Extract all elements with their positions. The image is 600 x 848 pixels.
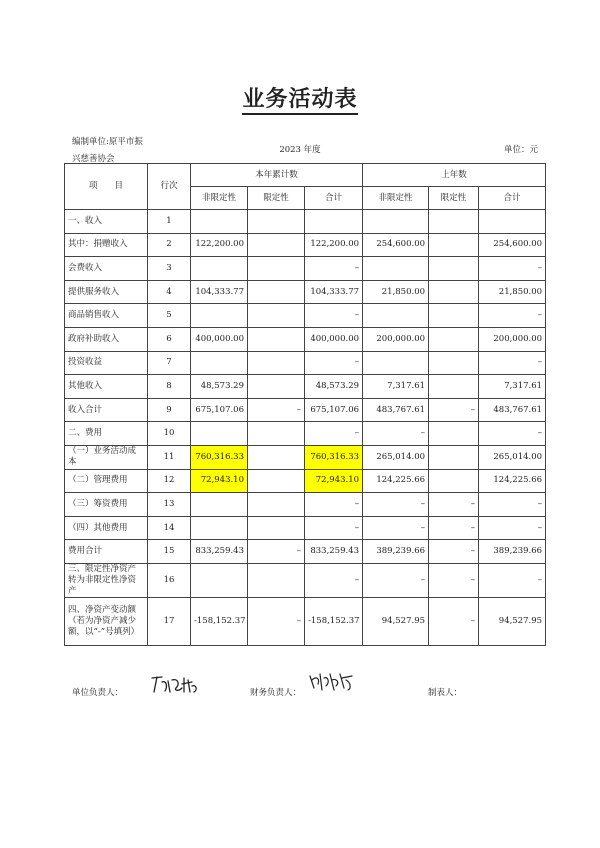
row-item-label: 政府补助收入 [65,327,148,351]
table-row [65,351,546,375]
prior-unrestricted-cell: – [363,422,429,446]
row-item-label: 其他收入 [65,375,148,399]
prior-total-cell: 254,600.00 [479,233,546,257]
prior-unrestricted-cell: 21,850.00 [363,280,429,304]
row-line-number: 10 [148,422,191,446]
finance-head-label: 财务负责人： [250,688,302,698]
current-restricted-cell [248,327,305,351]
report-title: 业务活动表 [0,82,600,113]
header-prior-total: 合计 [479,187,546,210]
table-row [65,469,546,493]
row-line-number: 4 [148,280,191,304]
prior-restricted-cell [429,327,479,351]
prior-restricted-cell [429,280,479,304]
table-row [65,304,546,328]
row-item-label: 提供服务收入 [65,280,148,304]
row-line-number: 17 [148,597,191,645]
row-item-label: 四、净资产变动额（若为净资产减少额，以“-”号填列） [65,597,148,645]
current-restricted-cell [248,375,305,399]
prior-unrestricted-cell: 389,239.66 [363,540,429,564]
prior-total-cell: – [479,351,546,375]
prior-unrestricted-cell: 7,317.61 [363,375,429,399]
header-current-unrestricted: 非限定性 [191,187,248,210]
current-restricted-cell [248,304,305,328]
header-current-year: 本年累计数 [191,164,363,187]
table-row [65,493,546,517]
header-prior-unrestricted: 非限定性 [363,187,429,210]
prior-unrestricted-cell: – [363,516,429,540]
prior-total-cell: – [479,422,546,446]
current-unrestricted-cell: 400,000.00 [191,327,248,351]
prior-restricted-cell [429,445,479,469]
prior-total-cell: 200,000.00 [479,327,546,351]
current-total-cell: – [305,493,363,517]
row-item-label: 商品销售收入 [65,304,148,328]
current-restricted-cell: – [248,540,305,564]
row-item-label: （四）其他费用 [65,516,148,540]
row-item-label: 二、费用 [65,422,148,446]
prior-total-cell: 94,527.95 [479,597,546,645]
prior-unrestricted-cell [363,351,429,375]
current-unrestricted-cell [191,516,248,540]
prior-unrestricted-cell: 265,014.00 [363,445,429,469]
current-unrestricted-cell: 833,259.43 [191,540,248,564]
current-unrestricted-cell [191,257,248,281]
current-total-cell: -158,152.37 [305,597,363,645]
header-prior-restricted: 限定性 [429,187,479,210]
prior-restricted-cell [429,210,479,234]
current-total-cell: 104,333.77 [305,280,363,304]
prior-restricted-cell [429,469,479,493]
current-unrestricted-cell: 122,200.00 [191,233,248,257]
prior-total-cell: 483,767.61 [479,398,546,422]
prior-restricted-cell: – [429,597,479,645]
current-total-cell: – [305,563,363,597]
prior-unrestricted-cell [363,257,429,281]
table-row [65,516,546,540]
table-row [65,445,546,469]
current-restricted-cell: – [248,597,305,645]
prior-total-cell: – [479,493,546,517]
prior-unrestricted-cell: 483,767.61 [363,398,429,422]
current-unrestricted-cell [191,563,248,597]
current-total-cell: 760,316.33 [305,445,363,469]
row-line-number: 6 [148,327,191,351]
current-total-cell [305,210,363,234]
current-restricted-cell [248,351,305,375]
table-row [65,597,546,645]
current-unrestricted-cell: 675,107.06 [191,398,248,422]
prior-unrestricted-cell [363,304,429,328]
prior-unrestricted-cell: 124,225.66 [363,469,429,493]
row-item-label: （一）业务活动成本 [65,445,148,469]
current-restricted-cell: – [248,398,305,422]
prior-unrestricted-cell: 254,600.00 [363,233,429,257]
prior-restricted-cell [429,233,479,257]
current-restricted-cell [248,516,305,540]
prior-total-cell [479,210,546,234]
prior-unrestricted-cell: – [363,563,429,597]
row-line-number: 15 [148,540,191,564]
prior-total-cell: 389,239.66 [479,540,546,564]
header-current-restricted: 限定性 [248,187,305,210]
current-total-cell: 400,000.00 [305,327,363,351]
current-restricted-cell [248,493,305,517]
current-restricted-cell [248,257,305,281]
current-restricted-cell [248,280,305,304]
table-row [65,398,546,422]
compiling-unit: 编制单位:原平市振 [72,137,143,147]
current-unrestricted-cell: 72,943.10 [191,469,248,493]
current-total-cell: 48,573.29 [305,375,363,399]
current-unrestricted-cell: 760,316.33 [191,445,248,469]
current-total-cell: 833,259.43 [305,540,363,564]
current-restricted-cell [248,210,305,234]
prior-total-cell: 124,225.66 [479,469,546,493]
table-row [65,280,546,304]
current-restricted-cell [248,469,305,493]
prior-restricted-cell [429,375,479,399]
table-row [65,540,546,564]
row-line-number: 7 [148,351,191,375]
table-row [65,257,546,281]
current-total-cell: 72,943.10 [305,469,363,493]
current-total-cell: – [305,422,363,446]
header-current-total: 合计 [305,187,363,210]
row-line-number: 9 [148,398,191,422]
row-line-number: 12 [148,469,191,493]
current-unrestricted-cell [191,351,248,375]
unit-head-signature [148,672,204,698]
prior-total-cell: 7,317.61 [479,375,546,399]
current-restricted-cell [248,233,305,257]
prior-restricted-cell: – [429,516,479,540]
current-unrestricted-cell [191,210,248,234]
row-line-number: 13 [148,493,191,517]
header-row-1 [65,164,546,187]
current-unrestricted-cell [191,422,248,446]
prior-total-cell: – [479,304,546,328]
prior-restricted-cell [429,304,479,328]
row-line-number: 16 [148,563,191,597]
current-total-cell: 122,200.00 [305,233,363,257]
current-total-cell: – [305,351,363,375]
finance-head-signature [306,668,358,696]
row-item-label: 三、限定性净资产转为非限定性净资产 [65,563,148,597]
prior-total-cell: – [479,516,546,540]
current-unrestricted-cell [191,304,248,328]
table-row [65,233,546,257]
currency-unit: 单位：元 [503,145,538,155]
header-item: 项 目 [65,164,148,210]
prior-total-cell: – [479,563,546,597]
prior-unrestricted-cell: 200,000.00 [363,327,429,351]
current-total-cell: – [305,304,363,328]
current-restricted-cell [248,445,305,469]
header-line: 行次 [148,164,191,210]
row-line-number: 8 [148,375,191,399]
prior-restricted-cell [429,351,479,375]
table-row [65,422,546,446]
table-row [65,210,546,234]
prior-total-cell: – [479,257,546,281]
prior-restricted-cell [429,422,479,446]
table-row [65,563,546,597]
table-row [65,327,546,351]
prior-total-cell: 21,850.00 [479,280,546,304]
header-prior-year: 上年数 [363,164,546,187]
row-line-number: 1 [148,210,191,234]
row-line-number: 2 [148,233,191,257]
row-item-label: 一、收入 [65,210,148,234]
current-unrestricted-cell: 48,573.29 [191,375,248,399]
prior-unrestricted-cell: – [363,493,429,517]
row-item-label: 会费收入 [65,257,148,281]
row-item-label: 其中：捐赠收入 [65,233,148,257]
prior-restricted-cell: – [429,493,479,517]
row-item-label: （三）筹资费用 [65,493,148,517]
unit-head-label: 单位负责人： [72,688,124,698]
current-restricted-cell [248,563,305,597]
activity-table [64,163,546,646]
preparer-label: 制表人： [428,688,463,698]
row-line-number: 14 [148,516,191,540]
prior-restricted-cell: – [429,398,479,422]
current-unrestricted-cell: 104,333.77 [191,280,248,304]
row-item-label: 投资收益 [65,351,148,375]
current-total-cell: – [305,257,363,281]
prior-restricted-cell [429,257,479,281]
prior-restricted-cell: – [429,563,479,597]
report-year: 2023 年度 [279,145,321,155]
row-line-number: 3 [148,257,191,281]
current-total-cell: 675,107.06 [305,398,363,422]
row-item-label: 收入合计 [65,398,148,422]
row-item-label: 费用合计 [65,540,148,564]
prior-unrestricted-cell: 94,527.95 [363,597,429,645]
prior-restricted-cell: – [429,540,479,564]
compiling-unit-cont: 兴慈善协会 [72,154,115,164]
current-unrestricted-cell: -158,152.37 [191,597,248,645]
prior-total-cell: 265,014.00 [479,445,546,469]
row-line-number: 11 [148,445,191,469]
current-restricted-cell [248,422,305,446]
table-row [65,375,546,399]
current-unrestricted-cell [191,493,248,517]
current-total-cell: – [305,516,363,540]
prior-unrestricted-cell [363,210,429,234]
row-line-number: 5 [148,304,191,328]
row-item-label: （二）管理费用 [65,469,148,493]
